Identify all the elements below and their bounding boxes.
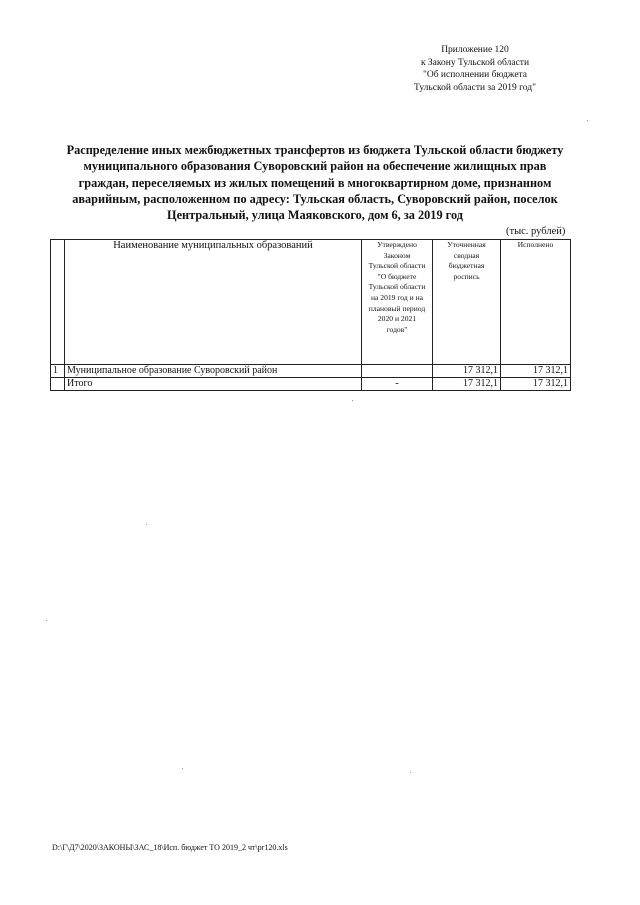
header-refined-line: роспись (453, 271, 480, 281)
header-refined (433, 240, 501, 365)
header-approved-line: на 2019 год и на (370, 292, 424, 302)
cell-name: Муниципальное образование Суворовский район (65, 365, 362, 378)
scan-speck (587, 120, 588, 121)
header-number (51, 240, 65, 365)
appendix-line: к Закону Тульской области (420, 57, 530, 68)
cell-number: 1 (51, 365, 65, 378)
table-row-total (51, 378, 571, 391)
cell-approved: - (362, 378, 433, 391)
title-line: муниципального образования Суворовский район на обеспечение жилищных прав (83, 159, 547, 174)
appendix-line: "Об исполнении бюджета (422, 70, 528, 80)
cell-refined: 17 312,1 (433, 365, 501, 378)
header-approved-line: плановый период (368, 303, 426, 313)
title-line: граждан, переселяемых из жилых помещений в многоквартирном доме, признанном (78, 175, 552, 190)
units-label: (тыс. рублей) (506, 226, 566, 237)
header-approved-line: Законом (383, 250, 411, 260)
header-approved (362, 240, 433, 365)
header-approved-line: Тульской области (368, 261, 426, 271)
appendix-line: Тульской области за 2019 год" (414, 82, 536, 93)
scan-speck (352, 400, 353, 401)
scan-speck (410, 772, 411, 773)
header-executed: Исполнено (501, 240, 571, 365)
appendix-line: Приложение 120 (441, 45, 509, 55)
cell-number (51, 378, 65, 391)
document-title (52, 142, 578, 223)
header-approved-line: Утверждено (377, 240, 417, 249)
header-approved-line: "О бюджете (377, 271, 417, 281)
cell-executed: 17 312,1 (501, 365, 571, 378)
scan-speck (146, 524, 147, 525)
cell-refined: 17 312,1 (433, 378, 501, 391)
header-refined-line: сводная (453, 250, 480, 260)
table-header-row (51, 240, 571, 365)
cell-name: Итого (65, 378, 362, 391)
table-row (51, 365, 571, 378)
cell-executed: 17 312,1 (501, 378, 571, 391)
cell-approved (362, 365, 433, 378)
title-line: Распределение иных межбюджетных трансфертов из бюджета Тульской области бюджету (66, 143, 564, 157)
header-approved-line: Тульской области (368, 282, 426, 292)
scan-speck (46, 620, 47, 621)
title-line: аварийным, расположенном по адресу: Тульская область, Суворовский район, поселок (72, 191, 558, 206)
header-refined-line: бюджетная (448, 261, 485, 271)
appendix-note (380, 44, 570, 94)
header-name: Наименование муниципальных образований (65, 240, 362, 365)
title-line: Центральный, улица Маяковского, дом 6, за 2019 год (167, 208, 463, 223)
header-approved-line: годов" (386, 324, 408, 334)
header-refined-line: Уточненная (447, 240, 486, 249)
transfers-table (50, 239, 571, 391)
file-path-footer: D:\Г\Д7\2020\ЗАКОНЫ\ЗАС_18\Исп. бюджет ТО 2019_2 чт\pr120.xls (52, 843, 288, 852)
header-approved-line: 2020 и 2021 (377, 314, 417, 324)
scan-speck (182, 768, 183, 769)
